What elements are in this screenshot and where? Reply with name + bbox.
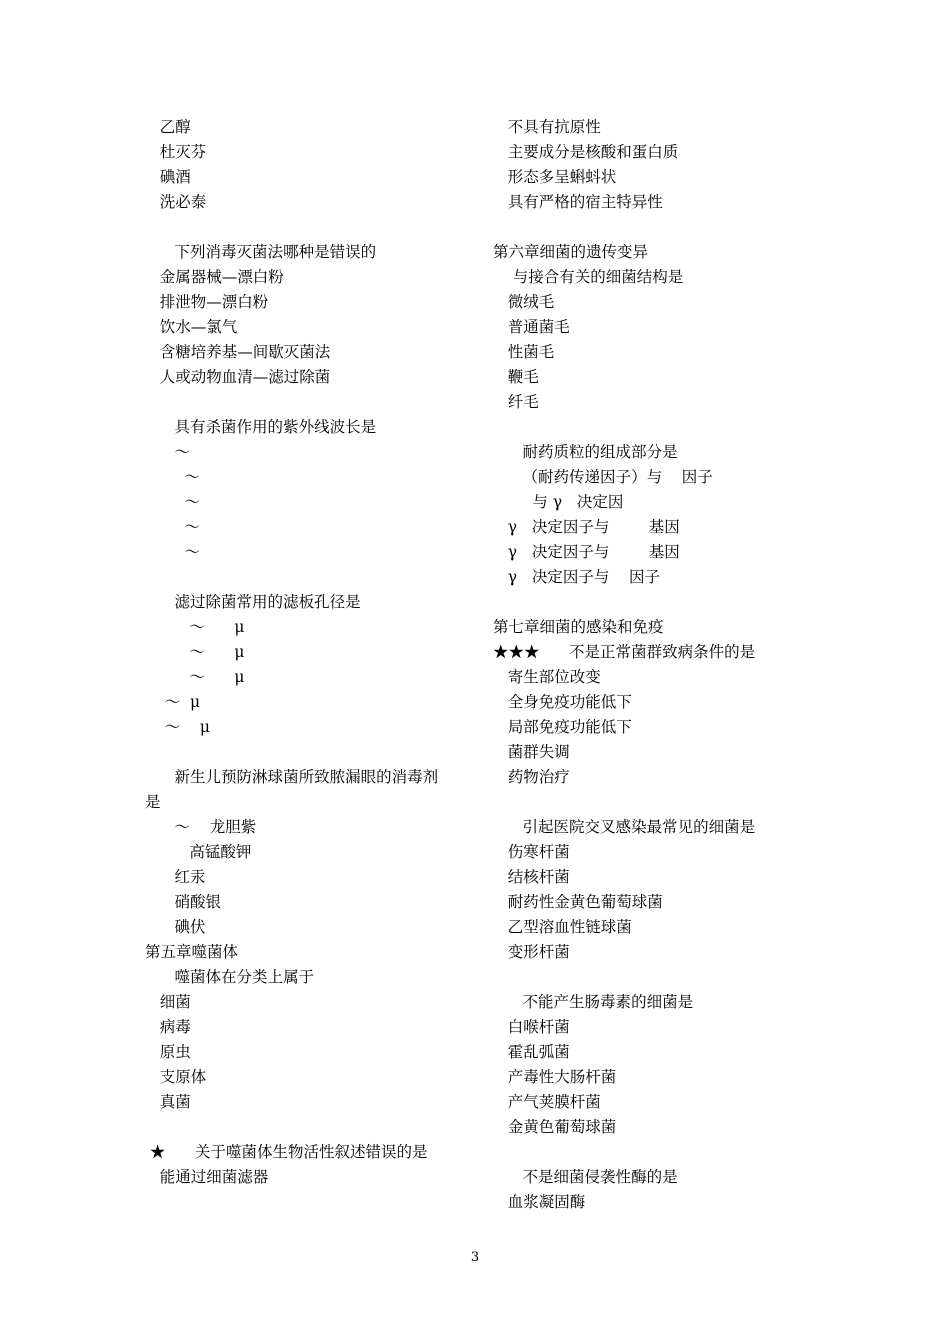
text-line: 伤寒杆菌: [493, 843, 570, 861]
text-line: 红汞: [145, 868, 206, 886]
blank-line: [145, 565, 485, 590]
text-line: 碘酒: [145, 168, 191, 186]
text-line: 霍乱弧菌: [493, 1043, 570, 1061]
text-line: 药物治疗: [493, 768, 570, 786]
text-line: 不是细菌侵袭性酶的是: [493, 1168, 678, 1186]
page-number: 3: [470, 1250, 480, 1265]
text-line: ★ 关于噬菌体生物活性叙述错误的是: [145, 1143, 428, 1161]
blank-line: [145, 390, 485, 415]
text-line: 人或动物血清—滤过除菌: [145, 368, 331, 386]
text-line: 金属器械—漂白粉: [145, 268, 284, 286]
text-line: ～ μ: [145, 668, 245, 686]
text-line: 洗必泰: [145, 193, 207, 211]
blank-line: [493, 965, 833, 990]
text-line: 不能产生肠毒素的细菌是: [493, 993, 694, 1011]
text-line: 白喉杆菌: [493, 1018, 570, 1036]
text-line: ～: [145, 493, 200, 511]
text-line: 饮水—氯气: [145, 318, 238, 336]
text-line: 金黄色葡萄球菌: [493, 1118, 617, 1136]
right-column: [493, 115, 833, 1215]
text-line: ★★★ 不是正常菌群致病条件的是: [493, 643, 756, 661]
text-line: 滤过除菌常用的滤板孔径是: [145, 593, 361, 611]
text-line: 新生儿预防淋球菌所致脓漏眼的消毒剂: [145, 768, 439, 786]
text-line: 噬菌体在分类上属于: [145, 968, 315, 986]
text-line: 硝酸银: [145, 893, 222, 911]
text-line: 病毒: [145, 1018, 191, 1036]
text-line: 微绒毛: [493, 293, 555, 311]
chapter-heading: 第七章细菌的感染和免疫: [493, 618, 664, 636]
text-line: 细菌: [145, 993, 191, 1011]
text-line: γ 决定因子与 基因: [493, 543, 680, 561]
text-line: 耐药性金黄色葡萄球菌: [493, 893, 663, 911]
text-line: 不具有抗原性: [493, 118, 601, 136]
text-line: 菌群失调: [493, 743, 570, 761]
blank-line: [145, 740, 485, 765]
chapter-heading: 第五章噬菌体: [145, 943, 239, 961]
text-line: 下列消毒灭菌法哪种是错误的: [145, 243, 377, 261]
text-line: 局部免疫功能低下: [493, 718, 632, 736]
blank-line: [493, 590, 833, 615]
blank-line: [493, 1140, 833, 1165]
text-line: 支原体: [145, 1068, 207, 1086]
text-line: 主要成分是核酸和蛋白质: [493, 143, 679, 161]
text-line: 与接合有关的细菌结构是: [493, 268, 684, 286]
blank-line: [145, 215, 485, 240]
text-line: ～: [145, 543, 200, 561]
text-line: ～ 龙胆紫: [145, 818, 257, 836]
left-column: [145, 115, 485, 1190]
text-line: 原虫: [145, 1043, 191, 1061]
text-line: 能通过细菌滤器: [145, 1168, 269, 1186]
text-line: 鞭毛: [493, 368, 539, 386]
blank-line: [493, 215, 833, 240]
text-line: 真菌: [145, 1093, 191, 1111]
text-line: 性菌毛: [493, 343, 555, 361]
text-line: 血浆凝固酶: [493, 1193, 586, 1211]
text-line: 乙醇: [145, 118, 191, 136]
text-line: 结核杆菌: [493, 868, 570, 886]
text-line: 排泄物—漂白粉: [145, 293, 269, 311]
text-line: 具有严格的宿主特异性: [493, 193, 663, 211]
text-line: 形态多呈蝌蚪状: [493, 168, 617, 186]
text-line: ～: [145, 443, 191, 461]
text-line: （耐药传递因子）与 因子: [493, 468, 713, 486]
text-line: 是: [145, 793, 161, 811]
text-line: 碘伏: [145, 918, 206, 936]
text-line: 全身免疫功能低下: [493, 693, 632, 711]
text-line: 耐药质粒的组成部分是: [493, 443, 678, 461]
text-line: ～: [145, 518, 200, 536]
text-line: ～ μ: [145, 693, 201, 711]
text-line: 与 γ 决定因: [493, 493, 624, 511]
blank-line: [493, 790, 833, 815]
text-line: ～: [145, 468, 200, 486]
text-line: 产毒性大肠杆菌: [493, 1068, 617, 1086]
text-line: 含糖培养基—间歇灭菌法: [145, 343, 331, 361]
text-line: γ 决定因子与 基因: [493, 518, 680, 536]
text-line: 纤毛: [493, 393, 539, 411]
text-line: ～ μ: [145, 718, 210, 736]
text-line: 乙型溶血性链球菌: [493, 918, 632, 936]
text-line: 产气荚膜杆菌: [493, 1093, 601, 1111]
text-line: 普通菌毛: [493, 318, 570, 336]
blank-line: [145, 1115, 485, 1140]
text-line: 变形杆菌: [493, 943, 570, 961]
text-line: 具有杀菌作用的紫外线波长是: [145, 418, 377, 436]
text-line: 杜灭芬: [145, 143, 207, 161]
text-line: ～ μ: [145, 618, 245, 636]
text-line: 引起医院交叉感染最常见的细菌是: [493, 818, 756, 836]
text-line: 寄生部位改变: [493, 668, 601, 686]
text-line: ～ μ: [145, 643, 245, 661]
text-line: γ 决定因子与 因子: [493, 568, 661, 586]
chapter-heading: 第六章细菌的遗传变异: [493, 243, 649, 261]
text-line: 高锰酸钾: [145, 843, 252, 861]
blank-line: [493, 415, 833, 440]
